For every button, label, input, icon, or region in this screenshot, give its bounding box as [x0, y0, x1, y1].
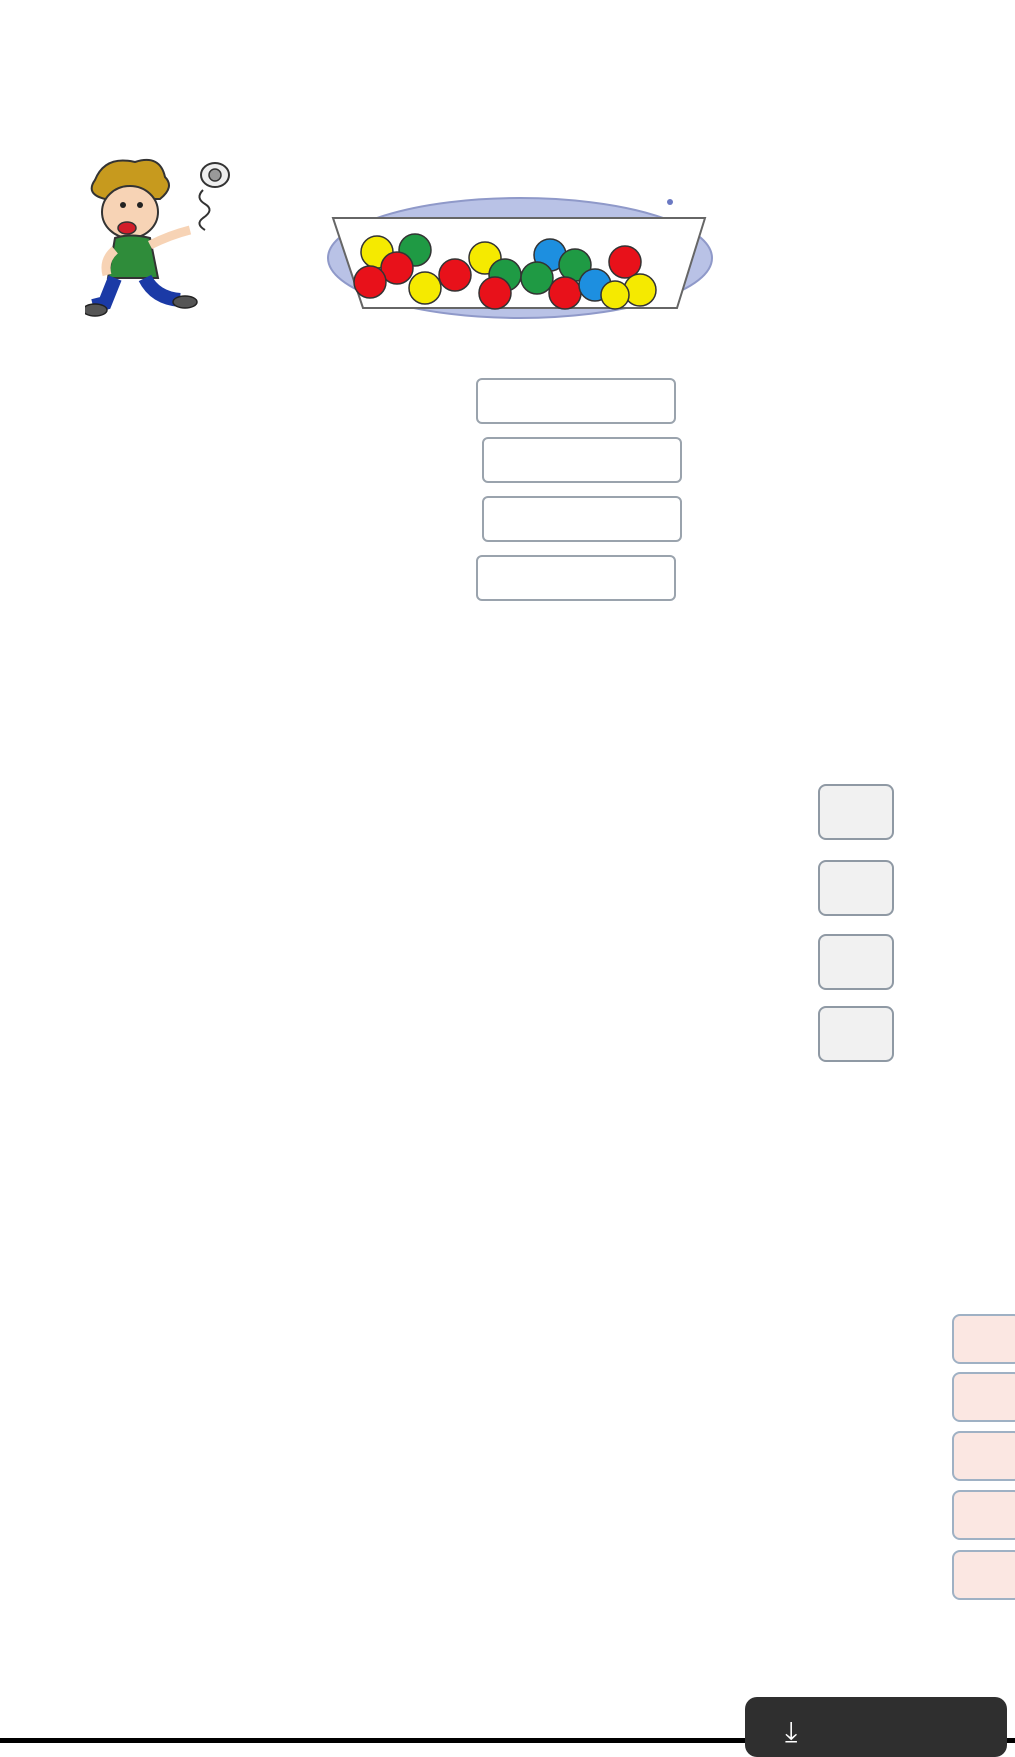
- boy-illustration: [85, 150, 260, 330]
- q1-answer-box-4[interactable]: [476, 555, 676, 601]
- q2-answer-box-1[interactable]: [818, 784, 894, 840]
- q3-option-4[interactable]: [952, 1490, 1015, 1540]
- q3-option-1[interactable]: [952, 1314, 1015, 1364]
- save-button[interactable]: [745, 1697, 1007, 1757]
- download-icon: ⤓: [785, 1715, 798, 1748]
- q3-option-2[interactable]: [952, 1372, 1015, 1422]
- q1-answer-box-2[interactable]: [482, 437, 682, 483]
- q3-option-3[interactable]: [952, 1431, 1015, 1481]
- q1-answer-box-1[interactable]: [476, 378, 676, 424]
- q2-answer-box-3[interactable]: [818, 934, 894, 990]
- q2-answer-box-2[interactable]: [818, 860, 894, 916]
- q1-answer-box-3[interactable]: [482, 496, 682, 542]
- q3-option-5[interactable]: [952, 1550, 1015, 1600]
- q2-answer-box-4[interactable]: [818, 1006, 894, 1062]
- ball-box-illustration: [325, 190, 715, 325]
